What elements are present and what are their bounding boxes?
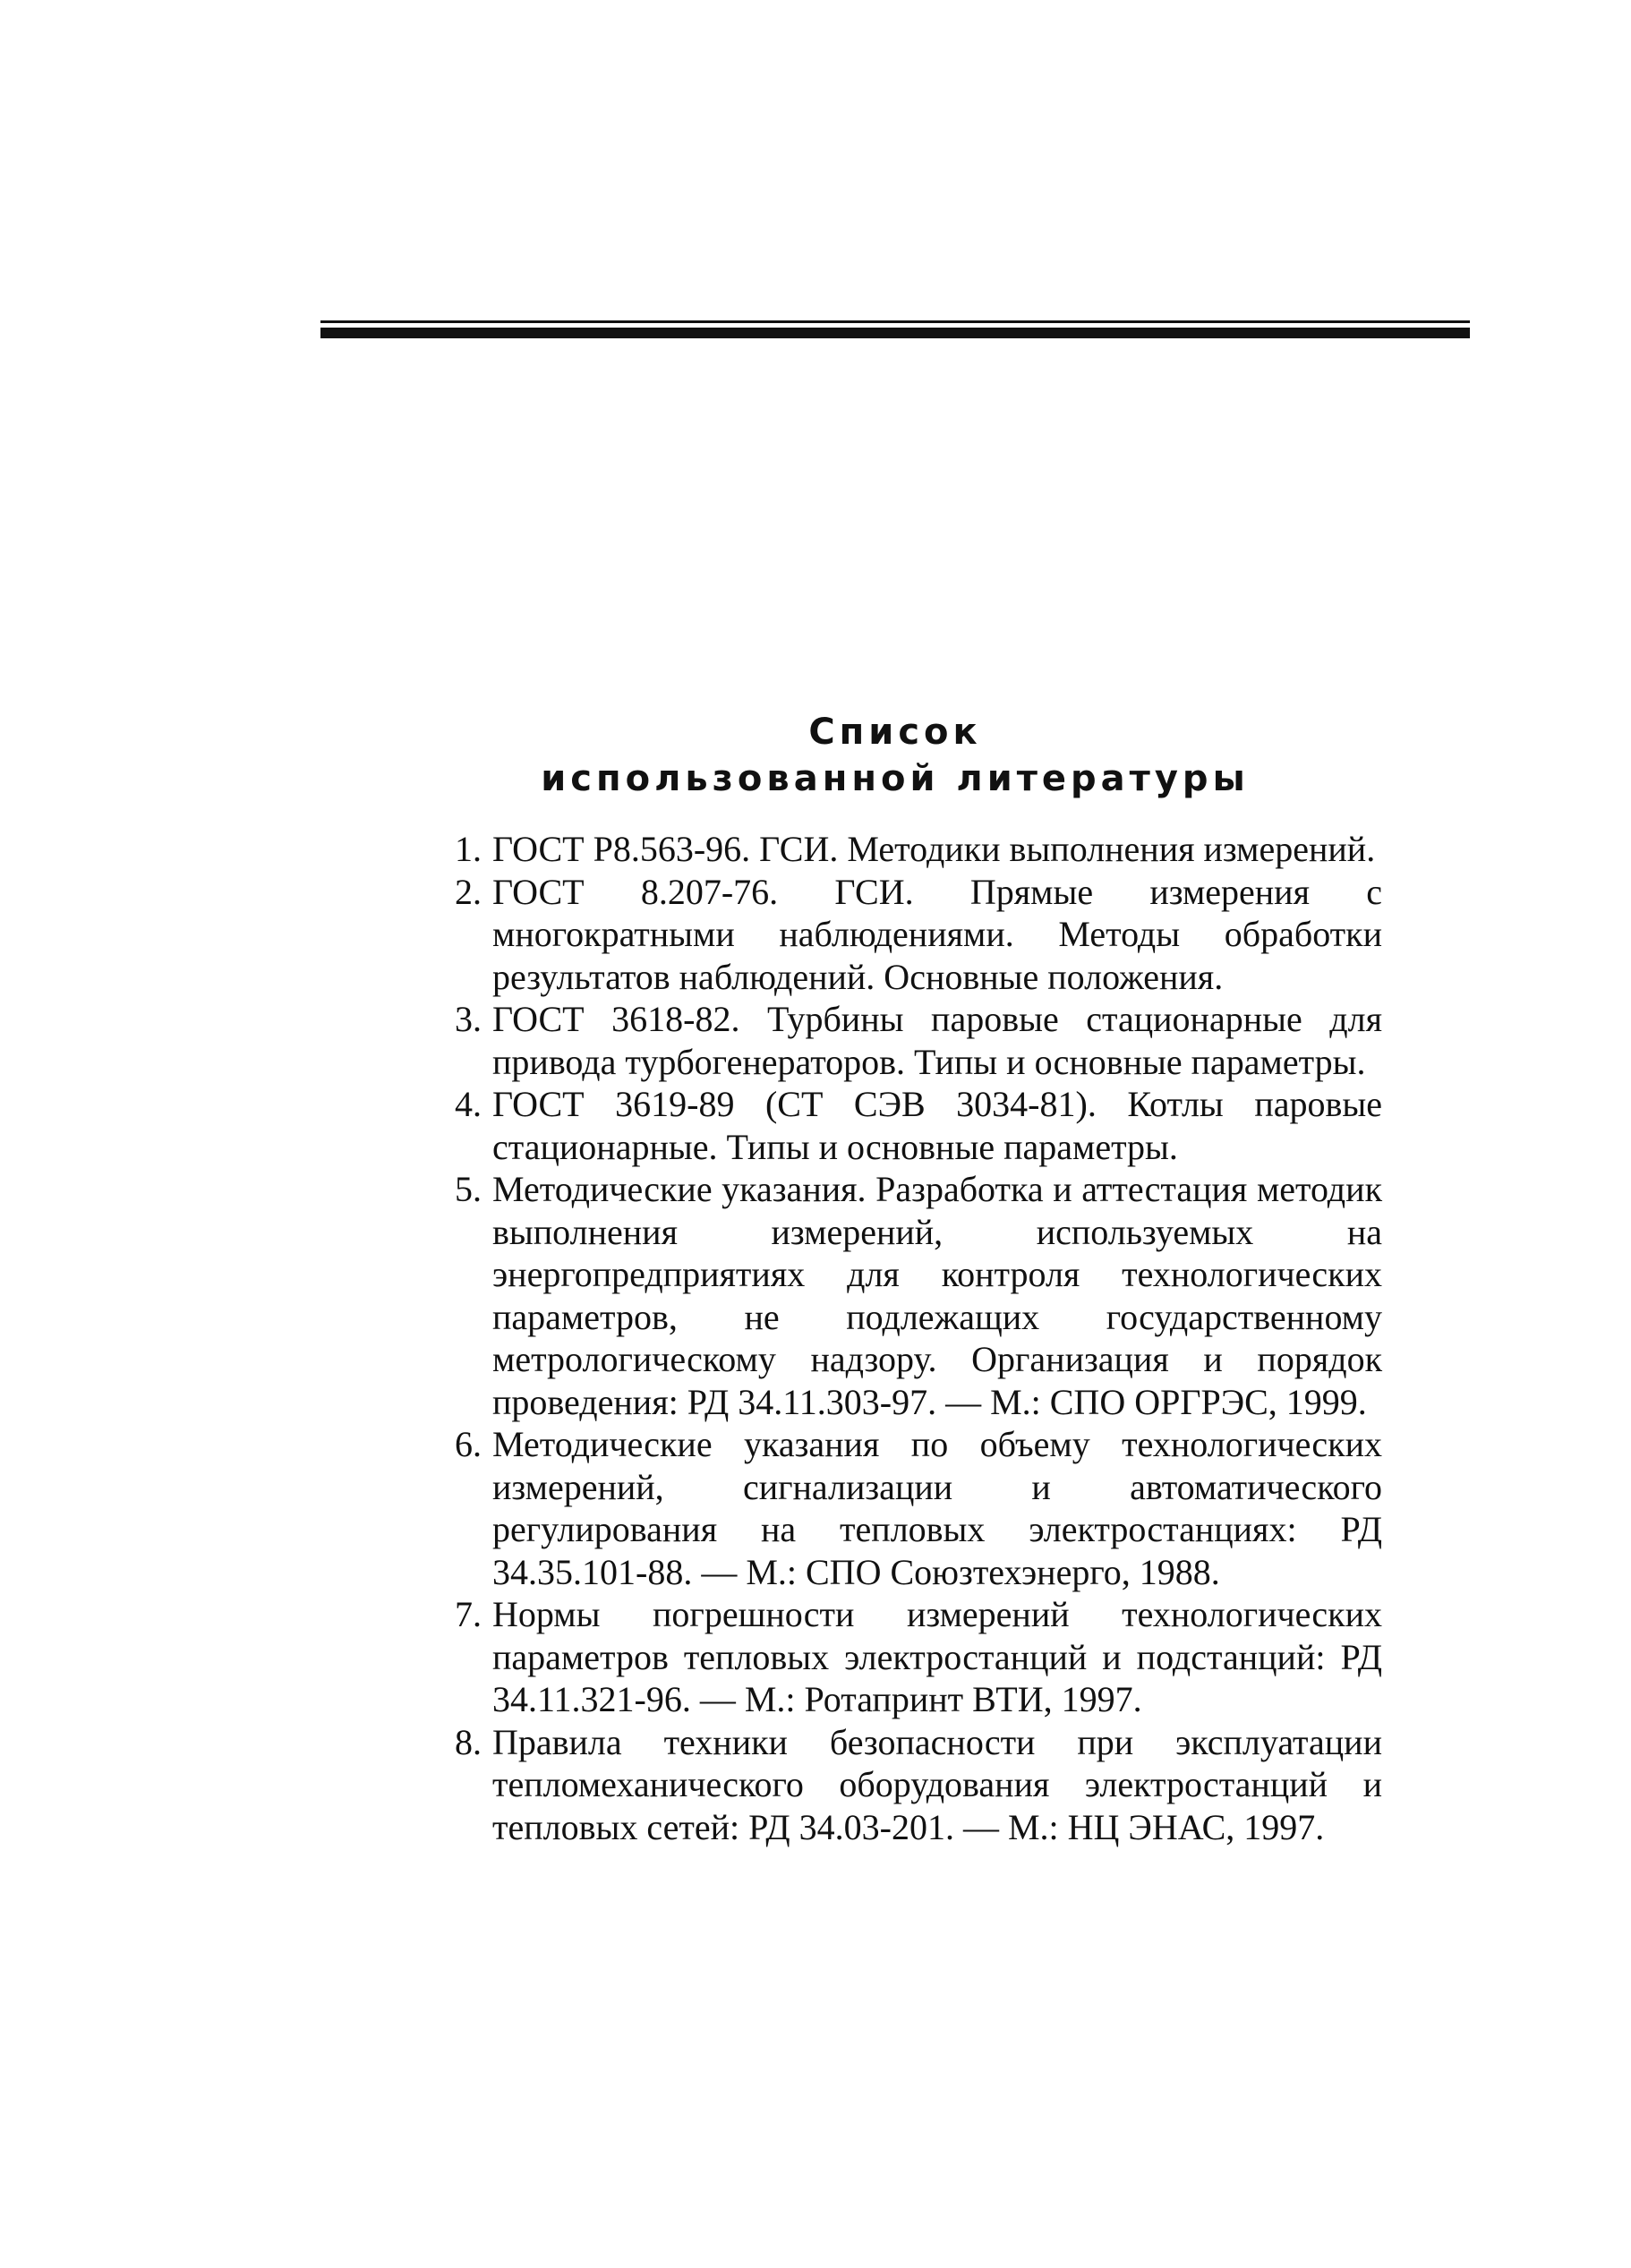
- reference-number: 3.: [455, 999, 482, 1039]
- reference-number: 1.: [455, 829, 482, 869]
- reference-text: Методические указания по объему технологических измерений, сигнализации и автоматического регулирования на тепловых электростанциях: РД 34.35.101-88. — М.: СПО Союзтехэнерго, 1988.: [492, 1424, 1382, 1592]
- reference-number: 6.: [455, 1424, 482, 1464]
- reference-item: [430, 1168, 1382, 1423]
- reference-number: 4.: [455, 1084, 482, 1124]
- reference-item: [430, 998, 1382, 1083]
- reference-text: ГОСТ 8.207-76. ГСИ. Прямые измерения с многократными наблюдениями. Методы обработки результатов наблюдений. Основные положения.: [492, 871, 1382, 997]
- heading-line-1: Список: [808, 712, 982, 753]
- reference-item: [430, 1593, 1382, 1721]
- reference-item: [430, 1083, 1382, 1168]
- reference-number: 2.: [455, 871, 482, 912]
- reference-text: Нормы погрешности измерений технологических параметров тепловых электростанций и подстанций: РД 34.11.321-96. — М.: Ротапринт ВТИ, 1997.: [492, 1594, 1382, 1719]
- reference-number: 8.: [455, 1721, 482, 1762]
- reference-list: [430, 828, 1382, 1848]
- section-heading: [320, 709, 1470, 802]
- reference-text: Правила техники безопасности при эксплуатации тепломеханического оборудования электростанций и тепловых сетей: РД 34.03-201. — М.: НЦ ЭНАС, 1997.: [492, 1721, 1382, 1847]
- header-double-rule: [320, 320, 1470, 338]
- reference-number: 7.: [455, 1594, 482, 1634]
- reference-number: 5.: [455, 1169, 482, 1209]
- reference-text: ГОСТ Р8.563-96. ГСИ. Методики выполнения измерений.: [492, 829, 1376, 869]
- reference-text: ГОСТ 3618-82. Турбины паровые стационарные для привода турбогенераторов. Типы и основные параметры.: [492, 999, 1382, 1082]
- reference-item: [430, 871, 1382, 999]
- reference-item: [430, 1423, 1382, 1593]
- rule-thick-line: [320, 328, 1470, 338]
- heading-line-2: использованной литературы: [541, 758, 1250, 799]
- reference-text: Методические указания. Разработка и аттестация методик выполнения измерений, используемых на энергопредприятиях для контроля технологических параметров, не подлежащих государственному метрологическому надзору. Организация и порядок проведения: РД 34.11.303-97. — М.: СПО ОРГРЭС, 1999.: [492, 1169, 1382, 1422]
- reference-text: ГОСТ 3619-89 (СТ СЭВ 3034-81). Котлы паровые стационарные. Типы и основные параметры.: [492, 1084, 1382, 1167]
- reference-item: [430, 828, 1382, 871]
- reference-item: [430, 1721, 1382, 1849]
